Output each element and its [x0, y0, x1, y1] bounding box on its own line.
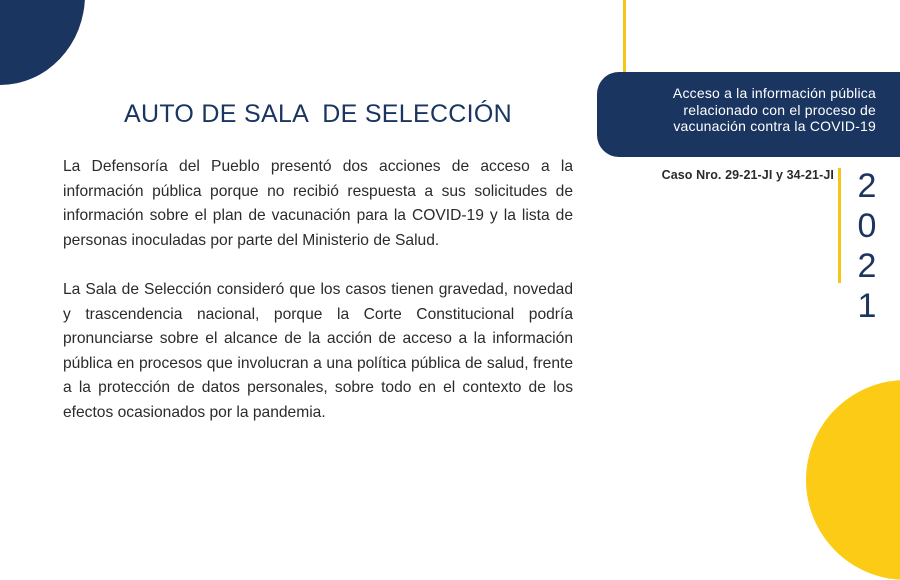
page-title: AUTO DE SALA DE SELECCIÓN: [123, 100, 512, 128]
body-paragraph-2: La Sala de Selección consideró que los casos tienen gravedad, novedad y trascendencia nacional, porque la Corte Constitucional podría pronunciarse sobre el alcance de la acción de acceso a la información pública en procesos que involucran a una política pública de salud, frente a la protección de datos personales, sobre todo en el contexto de los efectos ocasionados por la pandemia.: [63, 281, 573, 421]
decorative-navy-circle: [0, 0, 85, 85]
decorative-yellow-line-right: [838, 168, 841, 283]
body-paragraph-1: La Defensoría del Pueblo presentó dos acciones de acceso a la información pública porque no recibió respuesta a sus solicitudes de información sobre el plan de vacunación para la COVID-19 y la lista de personas inoculadas por parte del Ministerio de Salud.: [63, 158, 573, 249]
topic-text: Acceso a la información pública relacionado con el proceso de vacunación contra la COVID-19: [672, 85, 876, 134]
year-digit: 2: [857, 167, 877, 205]
decorative-yellow-line-top: [623, 0, 626, 72]
decorative-yellow-circle: [806, 380, 900, 580]
year-digit: 1: [857, 287, 877, 325]
case-number: Caso Nro. 29-21-JI y 34-21-JI: [661, 168, 834, 182]
year-digit: 0: [857, 207, 877, 245]
year-digit: 2: [857, 247, 877, 285]
topic-banner: [597, 72, 900, 157]
year-vertical: [848, 166, 886, 326]
